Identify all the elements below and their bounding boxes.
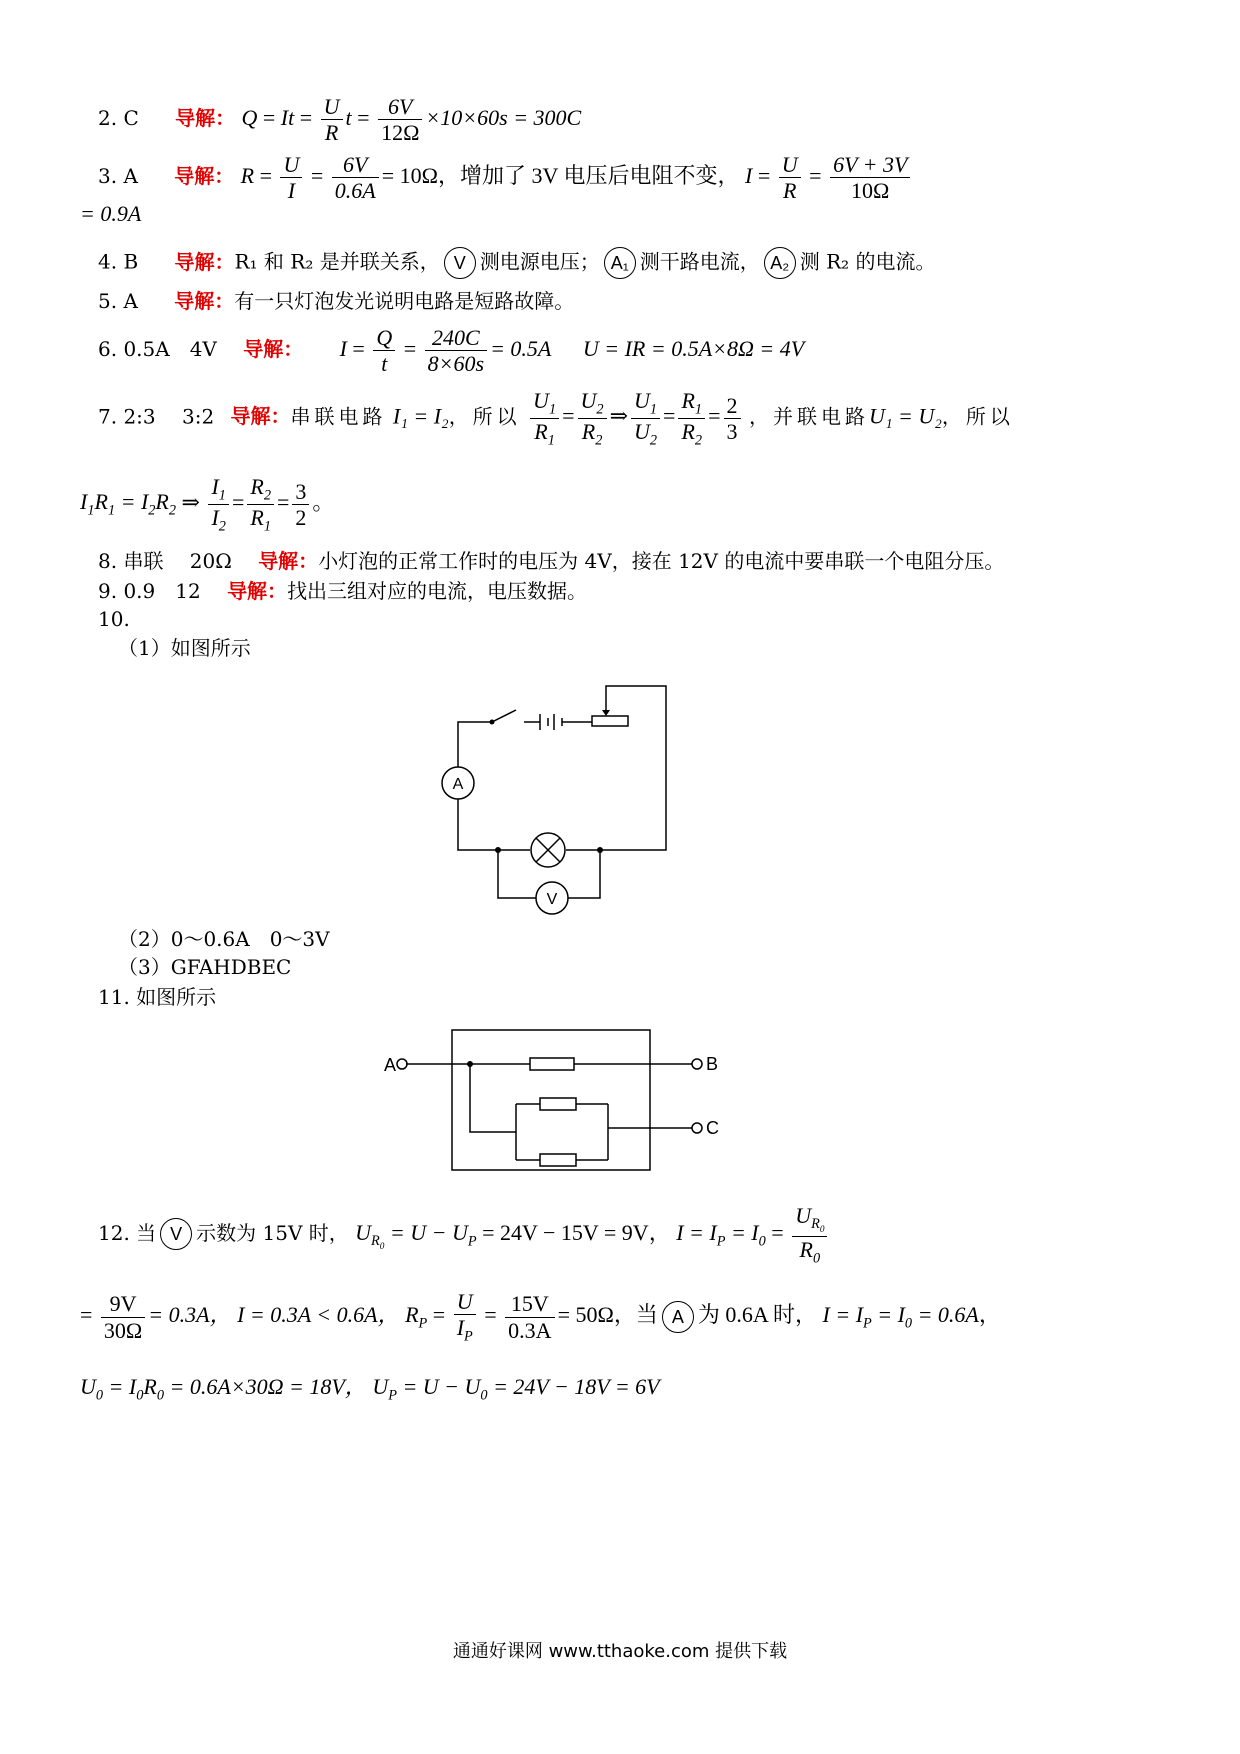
daojie-label: 导解：: [175, 105, 236, 130]
answer-2-formula: Q = It = $\frac{U}{R}$ t = $\frac{6V}{12\Omega}$ ×10×60s = 300C: [241, 94, 582, 146]
circuit-diagram-11: [370, 1020, 740, 1180]
ammeter-a2-icon: A₂: [764, 247, 796, 279]
voltmeter-label: V: [546, 891, 558, 908]
answer-5: 5. A 导解：有一只灯泡发光说明电路是短路故障。: [98, 289, 575, 313]
answer-9: 9. 0.9 12 导解：找出三组对应的电流，电压数据。: [98, 579, 588, 603]
answer-7-continued: $I_1R_1 = I_2R_2$ ⇒ $\frac{I_1}{I_2}$ = $\frac{R_2}{R_1}$ = $\frac{3}{2}$ 。: [80, 474, 335, 535]
ammeter-icon: A: [662, 1301, 694, 1333]
answer-3-number: 3. A: [98, 163, 138, 188]
answer-3: [98, 152, 913, 204]
ammeter-label: A: [452, 776, 464, 793]
answer-12-line2: = $\frac{9V}{30\Omega}$ = 0.3A， I = 0.3A < 0.6A， $R_P$ = $\frac{U}{I_P}$ = $\frac{15V}{0.3A}$ = 50Ω，当 A 为 0.6A 时， $I = I_P = I_0 = 0.6A$，: [80, 1289, 1001, 1345]
terminal-c-label: C: [706, 1118, 719, 1138]
circuit-diagram-10: [420, 670, 710, 930]
voltmeter-icon: V: [160, 1218, 192, 1250]
terminal-b-label: B: [706, 1054, 719, 1074]
daojie-label: 导解：: [230, 404, 291, 429]
answer-10-part3: （3）GFAHDBEC: [118, 955, 292, 979]
answer-10-part2: （2）0～0.6A 0～3V: [118, 927, 330, 951]
daojie-label: 导解：: [174, 289, 235, 313]
daojie-label: 导解：: [227, 579, 288, 603]
answer-7: 7. 2:3 3:2 导解：串联电路 I₁ = I₂，所以 $\frac{U_1}{R_1}$ = $\frac{U_2}{R_2}$ ⇒ $\frac{U_1}{U_2}$ = $\frac{R_1}{R_2}$ = $\frac{2}{3}$ ，并联电路U₁ = U₂，所以: [98, 388, 1014, 449]
daojie-label: 导解：: [258, 549, 319, 573]
answer-12: 12. 当 V 示数为 15V 时， $U_{R_0} = U - U_P = 24V - 15V = 9V$， $I = I_P = I_0$ = $\frac{U_{R_0}}{R_0}$: [98, 1203, 830, 1267]
answer-4: 4. B 导解：R₁ 和 R₂ 是并联关系， V 测电源电压； A₁ 测干路电流， A₂ 测 R₂ 的电流。: [98, 247, 936, 279]
answer-10-part1: （1）如图所示: [118, 636, 251, 660]
daojie-label: 导解：: [243, 336, 304, 361]
answer-12-line3: $U_0 = I_0R_0 = 0.6A\times 30\Omega = 18V$， $U_P = U - U_0 = 24V - 18V = 6V$: [80, 1374, 660, 1404]
voltmeter-icon: V: [444, 247, 476, 279]
answer-3-continued: = 0.9A: [80, 201, 142, 226]
daojie-label: 导解：: [174, 249, 235, 274]
page-footer: 通通好课网 www.tthaoke.com 提供下载: [452, 1641, 788, 1662]
answer-3-formula: R = $\frac{U}{I}$ = $\frac{6V}{0.6A}$ = 10Ω，增加了 3V 电压后电阻不变， I = $\frac{U}{R}$ = $\frac{6V + 3V}{10\Omega}$: [241, 163, 914, 188]
daojie-label: 导解：: [174, 163, 235, 188]
answer-6-formula: I = $\frac{Q}{t}$ = $\frac{240C}{8\times 60s}$ = 0.5A U = IR = 0.5A×8Ω = 4V: [339, 325, 805, 377]
answer-6: 6. 0.5A 4V 导解： I = $\frac{Q}{t}$ = $\frac{240C}{8\times 60s}$ = 0.5A U = IR = 0.5A×8Ω = 4V: [98, 325, 805, 377]
answer-4-number: 4. B: [98, 249, 139, 274]
terminal-a-label: A: [384, 1055, 397, 1075]
answer-2-number: 2. C: [98, 105, 139, 130]
ammeter-a1-icon: A₁: [604, 247, 636, 279]
answer-11: 11. 如图所示: [98, 985, 217, 1009]
answer-8: 8. 串联 20Ω 导解：小灯泡的正常工作时的电压为 4V，接在 12V 的电流中要串联一个电阻分压。: [98, 549, 1005, 573]
answer-2: [98, 94, 581, 146]
answer-10-number: 10.: [98, 607, 130, 631]
